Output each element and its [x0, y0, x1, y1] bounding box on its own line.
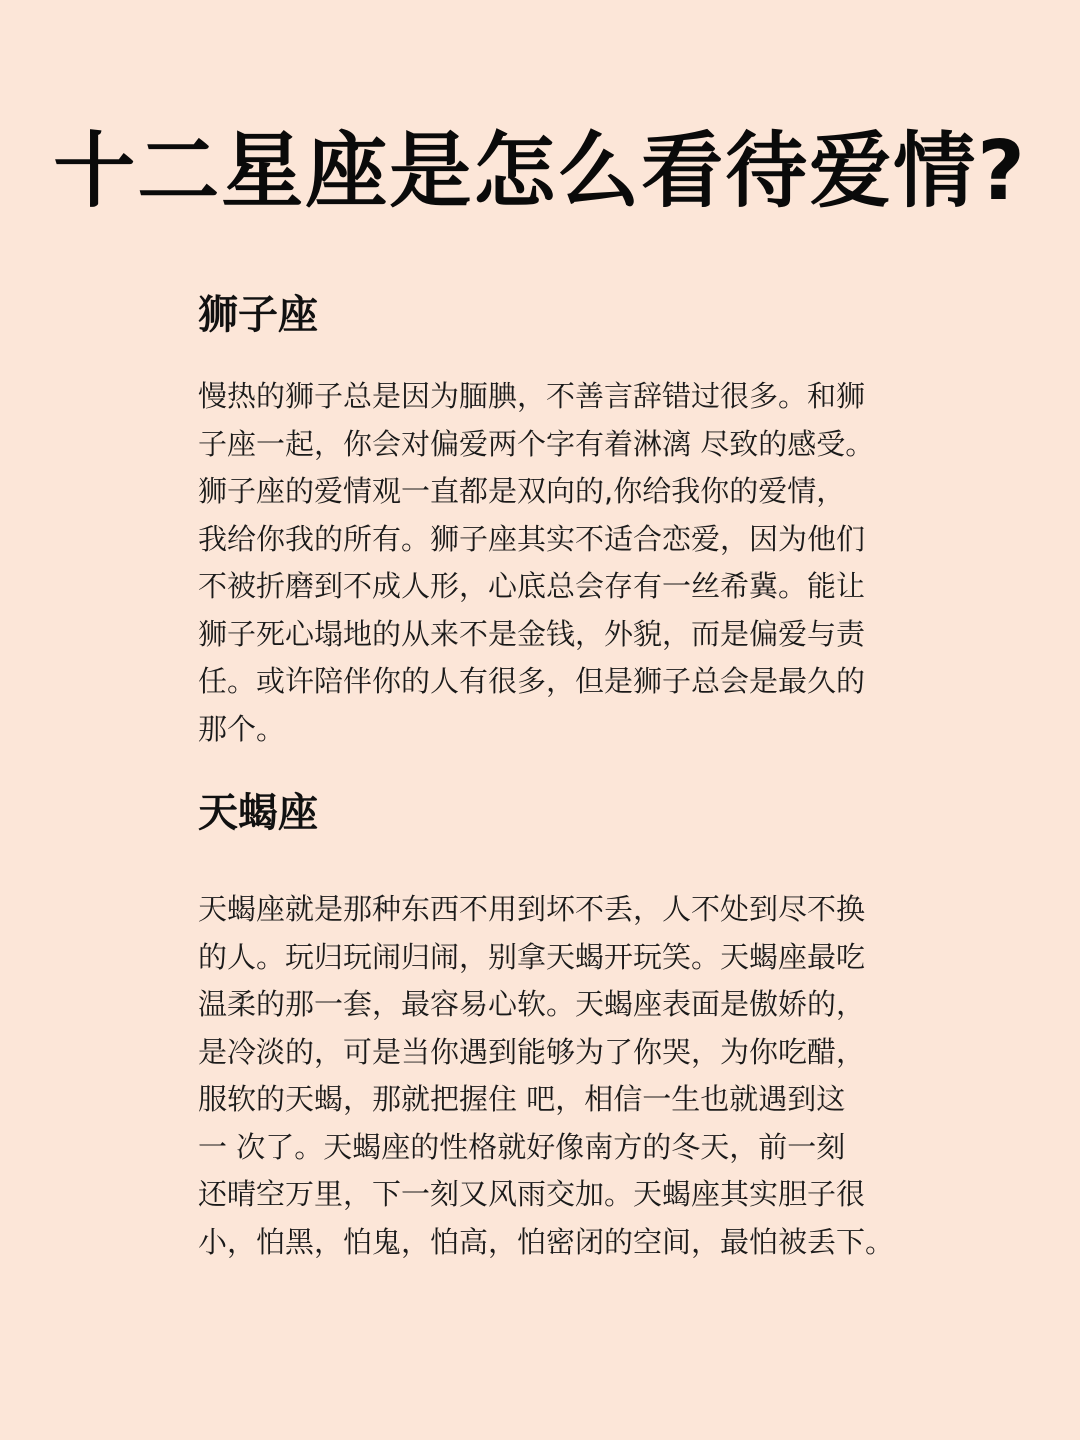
section-heading-leo: 狮子座 [198, 292, 318, 338]
paragraph-line: 慢热的狮子总是因为腼腆，不善言辞错过很多。和狮 [198, 379, 866, 413]
section-body-leo [198, 373, 918, 753]
page-title: 十二星座是怎么看待爱情? [53, 124, 1027, 219]
section-body-scorpio [198, 886, 918, 1266]
paragraph-line: 天蝎座就是那种东西不用到坏不丢，人不处到尽不换 [198, 892, 866, 926]
paragraph-line: 的人。玩归玩闹归闹，别拿天蝎开玩笑。天蝎座最吃 [198, 939, 866, 974]
paragraph-line: 我给你我的所有。狮子座其实不适合恋爱，因为他们 [198, 521, 866, 556]
paragraph-line: 子座一起，你会对偏爱两个字有着淋漓 尽致的感受。 [198, 426, 875, 461]
paragraph-line: 还晴空万里，下一刻又风雨交加。天蝎座其实胆子很 [198, 1177, 866, 1211]
paragraph-line: 任。或许陪伴你的人有很多，但是狮子总会是最久的 [198, 664, 866, 698]
paragraph-line: 温柔的那一套，最容易心软。天蝎座表面是傲娇的， [198, 987, 866, 1021]
paragraph-line: 是冷淡的，可是当你遇到能够为了你哭，为你吃醋， [198, 1034, 866, 1069]
section-heading-scorpio: 天蝎座 [198, 790, 318, 836]
paragraph-line: 小，怕黑，怕鬼，怕高，怕密闭的空间，最怕被丢下。 [198, 1224, 895, 1259]
paragraph-line: 那个。 [198, 711, 286, 746]
paragraph-line: 狮子座的爱情观一直都是双向的,你给我你的爱情， [198, 474, 846, 508]
paragraph-line: 不被折磨到不成人形，心底总会存有一丝希冀。能让 [198, 569, 866, 603]
paragraph-line: 一 次了。天蝎座的性格就好像南方的冬天，前一刻 [198, 1129, 846, 1164]
paragraph-line: 服软的天蝎，那就把握住 吧，相信一生也就遇到这 [198, 1082, 846, 1116]
paragraph-line: 狮子死心塌地的从来不是金钱，外貌，而是偏爱与责 [198, 616, 866, 651]
